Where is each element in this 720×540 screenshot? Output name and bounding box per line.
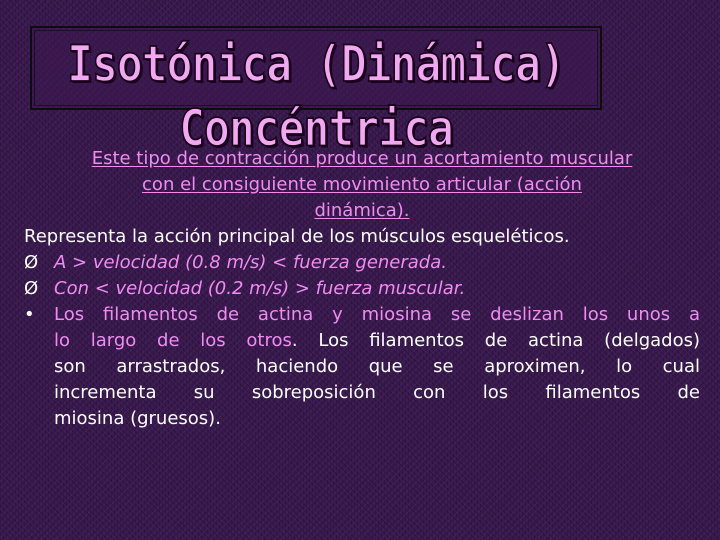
slide-title: Isotónica (Dinámica) Concéntrica: [67, 36, 565, 158]
intro-paragraph: [24, 146, 700, 224]
slide-body: [24, 146, 700, 432]
intro-line: con el consiguiente movimiento articular (acción: [142, 174, 582, 195]
statement-text: Representa la acción principal de los músculos esqueléticos.: [24, 226, 570, 247]
point-line: miosina (gruesos).: [54, 408, 221, 429]
title-frame: [30, 26, 602, 158]
arrow-bullet-icon: Ø: [24, 252, 39, 273]
arrow-bullet-icon: Ø: [24, 278, 39, 299]
point-line: Los filamentos de actina y miosina se deslizan los unos a: [54, 304, 700, 325]
point-line-rest: . Los filamentos de actina (delgados): [291, 330, 700, 351]
point-line: son arrastrados, haciendo que se aproximen, lo cual: [54, 356, 700, 377]
point-line-highlight: lo largo de los otros: [54, 330, 292, 351]
bullet-point: [24, 276, 700, 302]
point-text: Con < velocidad (0.2 m/s) > fuerza muscular.: [54, 278, 466, 299]
bullet-point: [24, 250, 700, 276]
point-line: incrementa su sobreposición con los filamentos de: [54, 382, 700, 403]
intro-line: Este tipo de contracción produce un acortamiento muscular: [91, 148, 633, 169]
point-line: [54, 328, 700, 354]
bullet-point: [24, 302, 700, 432]
dot-bullet-icon: •: [24, 304, 35, 325]
point-text: A > velocidad (0.8 m/s) < fuerza generada.: [54, 252, 447, 273]
intro-line: dinámica).: [314, 200, 410, 221]
